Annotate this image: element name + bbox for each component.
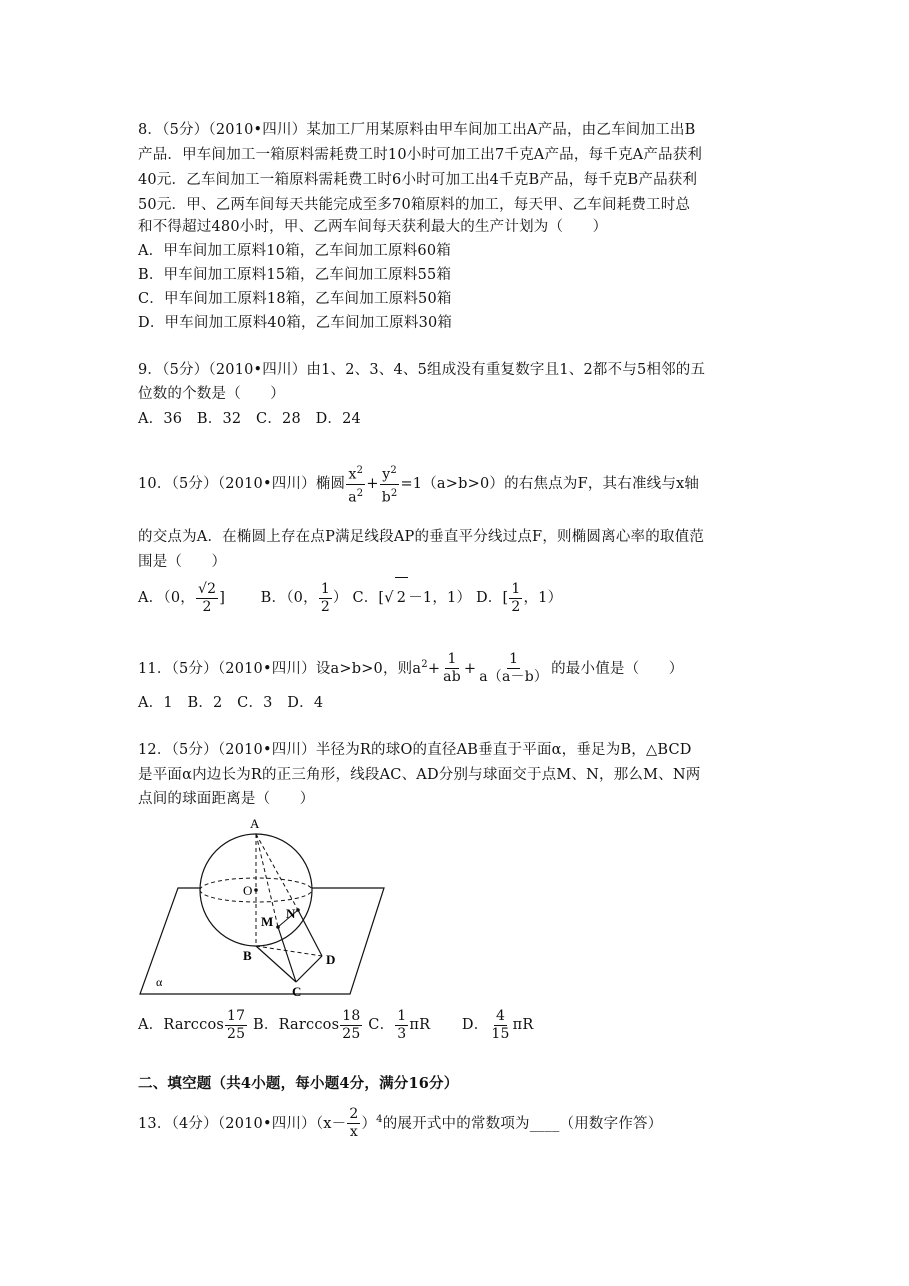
q11-fraction-1: [441, 651, 463, 686]
segment-ad-outside: [298, 910, 322, 956]
q13-suffix: 的展开式中的常数项为____（用数字作答）: [382, 1115, 663, 1132]
q12-optB-num: 18: [342, 1007, 361, 1024]
q12-optB-pre: B．Rarccos: [253, 1017, 340, 1033]
q11-f2-den: a（a－b）: [479, 669, 549, 686]
q11-suffix: 的最小值是（ ）: [551, 660, 684, 677]
q10-f1-den: a: [348, 489, 357, 506]
q10-fraction-y: [380, 462, 400, 506]
q10-line-3: 围是（ ）: [138, 554, 227, 570]
q10-optA-post: ]: [219, 590, 226, 606]
q12-option-c: [368, 1007, 431, 1042]
q10-fraction-x: [346, 462, 365, 506]
q12-line-2: 是平面α内边长为R的正三角形，线段AC、AD分别与球面交于点M、N，那么M、N两: [138, 767, 701, 783]
label-alpha: α: [156, 975, 163, 989]
q10-option-c: C．[√ 2 －1，1）: [352, 590, 471, 606]
label-m: M: [261, 914, 274, 929]
q11-a: a: [412, 660, 422, 677]
q11-f2-num: 1: [509, 651, 519, 668]
point-o: [254, 888, 258, 892]
point-m: [276, 925, 280, 929]
q11-a-sup: 2: [421, 659, 428, 670]
q10-optD-post: ，1）: [523, 590, 563, 606]
q10-eq: =1（a>b>0）: [400, 476, 505, 493]
q12-optA-num: 17: [227, 1007, 246, 1024]
q8-line-4: 50元．甲、乙两车间每天共能完成至多70箱原料的加工，每天甲、乙车间耗费工时总: [138, 197, 691, 213]
label-d: D: [326, 952, 336, 967]
label-c: C: [292, 984, 302, 999]
q8-option-d: D．甲车间加工原料40箱，乙车间加工原料30箱: [138, 315, 453, 331]
q8-line-3: 40元．乙车间加工一箱原料需耗费工时6小时可加工出4千克B产品，每千克B产品获利: [138, 172, 698, 188]
q10-options: [138, 577, 562, 618]
q12-optC-post: πR: [409, 1017, 431, 1033]
q10-option-a: [138, 580, 226, 615]
q9-line-2: 位数的个数是（ ）: [138, 386, 285, 402]
q12-optD-pre: D．: [461, 1017, 489, 1033]
q10-option-b: [260, 580, 348, 615]
q8-line-1: 8．（5分）（2010•四川）某加工厂用某原料由甲车间加工出A产品，由乙车间加工出B: [138, 122, 696, 138]
q8-line-2: 产品．甲车间加工一箱原料需耗费工时10小时可加工出7千克A产品，每千克A产品获利: [138, 147, 703, 163]
q10-optA-num: √2: [197, 580, 217, 597]
q11-f1-den: ab: [443, 669, 461, 686]
q12-optD-num: 4: [495, 1007, 506, 1024]
q10-optA-pre: A．（0，: [138, 590, 195, 606]
q10-optD-num: 1: [511, 580, 521, 597]
q11-fraction-2: [477, 651, 550, 686]
q10-optB-den: 2: [320, 598, 330, 615]
q12-optC-pre: C．: [368, 1017, 395, 1033]
question-13: [138, 1100, 662, 1144]
q10-f2-num: y: [382, 466, 391, 483]
q10-prefix: 10．（5分）（2010•四川）椭圆: [138, 476, 346, 493]
q10-plus: +: [366, 476, 379, 493]
q12-option-b: [253, 1007, 363, 1042]
q10-optD-pre: D．[: [475, 590, 509, 606]
q10-optB-post: ）: [332, 590, 348, 606]
q10-option-d: [475, 580, 563, 615]
q12-optA-den: 25: [227, 1025, 246, 1042]
q12-option-a: [138, 1007, 248, 1042]
q10-line-2: 的交点为A．在椭圆上存在点P满足线段AP的垂直平分线过点F，则椭圆离心率的取值范: [138, 529, 705, 545]
q11-prefix: 11．（5分）（2010•四川）设a>b>0，则: [138, 660, 413, 677]
point-n: [296, 908, 300, 912]
q11-options: A．1 B．2 C．3 D．4: [138, 695, 324, 711]
q12-optA-pre: A．Rarccos: [138, 1017, 225, 1033]
q12-options: [138, 1005, 533, 1045]
q10-f1-den-sup: 2: [356, 487, 364, 499]
q12-optD-post: πR: [512, 1017, 534, 1033]
q8-option-b: B．甲车间加工原料15箱，乙车间加工原料55箱: [138, 267, 452, 283]
q10-optC-pre: C．[: [352, 590, 385, 606]
q12-line-1: 12．（5分）（2010•四川）半径为R的球O的直径AB垂直于平面α，垂足为B，△BCD: [138, 742, 692, 758]
q8-line-5: 和不得超过480小时，甲、乙两车间每天获利最大的生产计划为（ ）: [138, 219, 608, 235]
q12-optC-den: 3: [397, 1025, 407, 1042]
label-a: A: [250, 816, 260, 831]
section-heading-fill-in: 二、填空题（共4小题，每小题4分，满分16分）: [138, 1075, 459, 1092]
q10-optB-num: 1: [320, 580, 330, 597]
q9-options: A．36 B．32 C．28 D．24: [138, 411, 361, 427]
q13-f-num: 2: [349, 1106, 359, 1123]
q8-option-a: A．甲车间加工原料10箱，乙车间加工原料60箱: [138, 243, 451, 259]
q11-line-1: [138, 645, 683, 689]
q13-sup: 4: [376, 1114, 383, 1125]
q10-f1-num: x: [348, 466, 357, 483]
q12-line-3: 点间的球面距离是（ ）: [138, 791, 315, 807]
q10-line-1: [138, 462, 699, 506]
q10-optB-pre: B．（0，: [260, 590, 318, 606]
q10-optD-den: 2: [511, 598, 521, 615]
q10-optA-den: 2: [202, 598, 212, 615]
sphere-plane-figure: [130, 810, 400, 1000]
q12-optD-den: 15: [491, 1025, 510, 1042]
q10-optC-post: －1，1）: [408, 590, 472, 606]
label-o: O: [243, 883, 253, 898]
q10-optC-sqrt: 2: [395, 577, 408, 618]
q12-optB-den: 25: [342, 1025, 361, 1042]
q10-f2-den: b: [381, 489, 391, 506]
q10-f2-den-sup: 2: [390, 487, 398, 499]
q8-option-c: C．甲车间加工原料18箱，乙车间加工原料50箱: [138, 291, 452, 307]
label-b: B: [243, 948, 252, 963]
segment-cd: [296, 956, 322, 982]
q11-plus-1: +: [427, 660, 441, 677]
q12-option-d: [461, 1007, 534, 1042]
q13-prefix: 13．（4分）（2010•四川）（x－: [138, 1115, 347, 1132]
q10-f1-sup: 2: [356, 465, 364, 476]
q9-line-1: 9．（5分）（2010•四川）由1、2、3、4、5组成没有重复数字且1、2都不与5相邻的五: [138, 362, 706, 378]
q10-suffix: 的右焦点为F，其右准线与x轴: [504, 476, 700, 493]
q13-f-den: x: [349, 1124, 358, 1141]
q13-close: ）: [361, 1115, 377, 1132]
q11-f1-num: 1: [447, 651, 457, 668]
q13-fraction: [347, 1106, 360, 1141]
label-n: N: [286, 906, 296, 921]
q11-plus-2: +: [463, 660, 477, 677]
q12-optC-num: 1: [397, 1007, 407, 1024]
q10-f2-sup: 2: [390, 465, 397, 476]
